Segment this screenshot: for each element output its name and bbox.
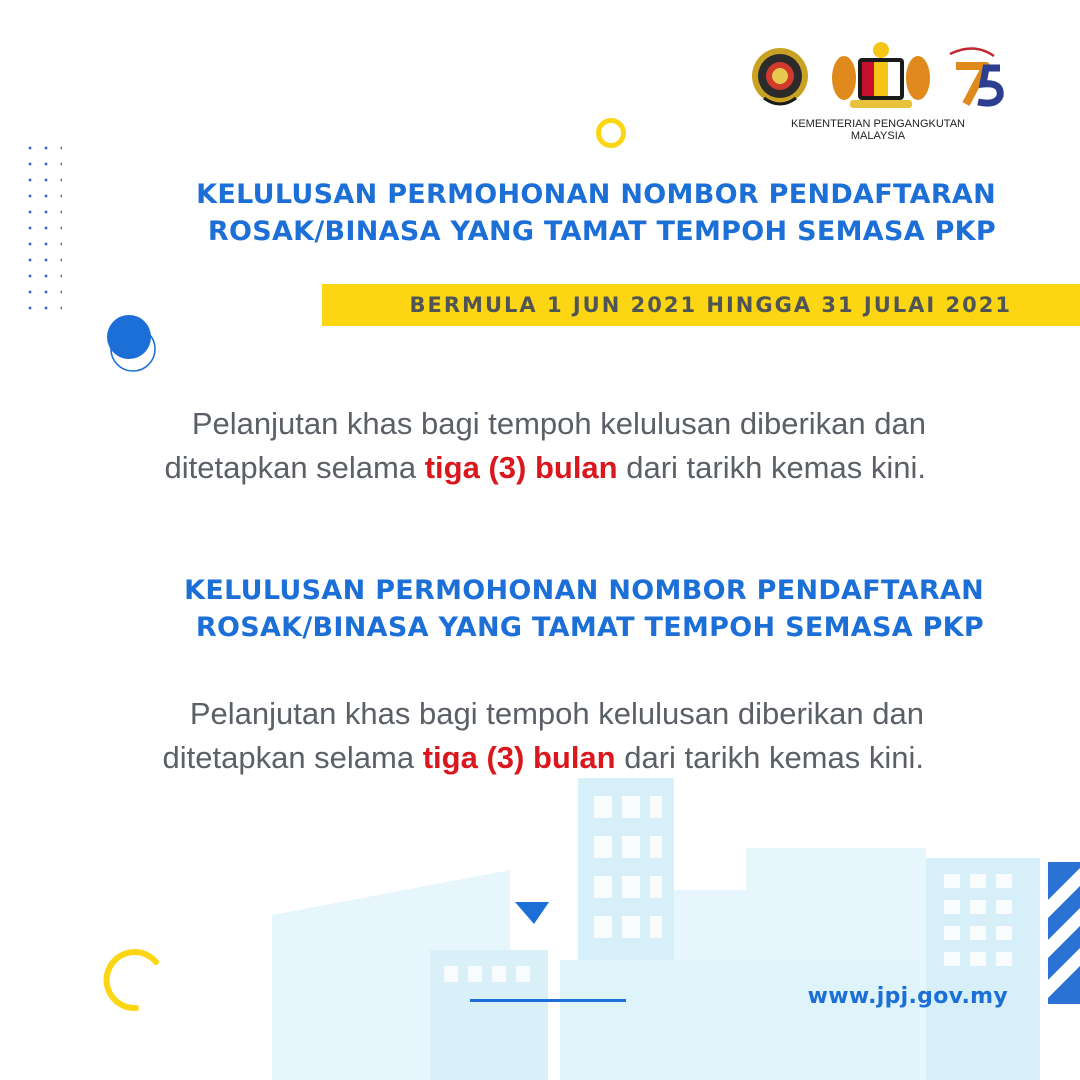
section2-title <box>24 572 984 646</box>
yellow-arc-icon <box>96 946 168 1018</box>
section2-body-post: dari tarikh kemas kini. <box>615 740 924 775</box>
blue-circle-icon <box>104 310 164 376</box>
date-range-banner <box>322 284 1080 326</box>
section2-title-line2: ROSAK/BINASA YANG TAMAT TEMPOH SEMASA PKP <box>195 612 984 643</box>
blue-triangle-icon <box>512 900 552 926</box>
jubli-platinum-75-icon <box>950 48 1000 104</box>
section2-title-line1: KELULUSAN PERMOHONAN NOMBOR PENDAFTARAN <box>184 575 984 606</box>
malaysia-coat-of-arms-icon <box>832 42 930 108</box>
section2-body-line1: Pelanjutan khas bagi tempoh kelulusan diberikan dan <box>189 696 924 731</box>
section1-body-pre: ditetapkan selama <box>164 450 425 485</box>
section1-highlight: tiga (3) bulan <box>424 450 618 485</box>
section1-title <box>36 176 996 250</box>
section1-title-line2: ROSAK/BINASA YANG TAMAT TEMPOH SEMASA PKP <box>207 216 996 247</box>
section2-highlight: tiga (3) bulan <box>422 740 616 775</box>
footer-divider <box>470 999 626 1002</box>
date-range-text: BERMULA 1 JUN 2021 HINGGA 31 JULAI 2021 <box>409 293 1012 317</box>
section1-body-line2 <box>26 446 926 490</box>
ministry-name-line2: MALAYSIA <box>850 130 906 142</box>
section1-title-line1: KELULUSAN PERMOHONAN NOMBOR PENDAFTARAN <box>196 179 996 210</box>
section1-body-post: dari tarikh kemas kini. <box>617 450 926 485</box>
section2-body <box>24 692 924 780</box>
section2-body-pre: ditetapkan selama <box>162 740 423 775</box>
ministry-name-line1: KEMENTERIAN PENGANGKUTAN <box>791 118 965 130</box>
yellow-ring-icon <box>594 116 628 150</box>
section1-body-line1: Pelanjutan khas bagi tempoh kelulusan diberikan dan <box>191 406 926 441</box>
website-link[interactable]: www.jpj.gov.my <box>807 984 1008 1009</box>
ministry-name <box>750 118 1006 142</box>
section2-body-line2 <box>24 736 924 780</box>
agency-logos <box>750 40 1006 144</box>
section1-body <box>26 402 926 490</box>
jpj-crest-icon <box>752 48 808 104</box>
